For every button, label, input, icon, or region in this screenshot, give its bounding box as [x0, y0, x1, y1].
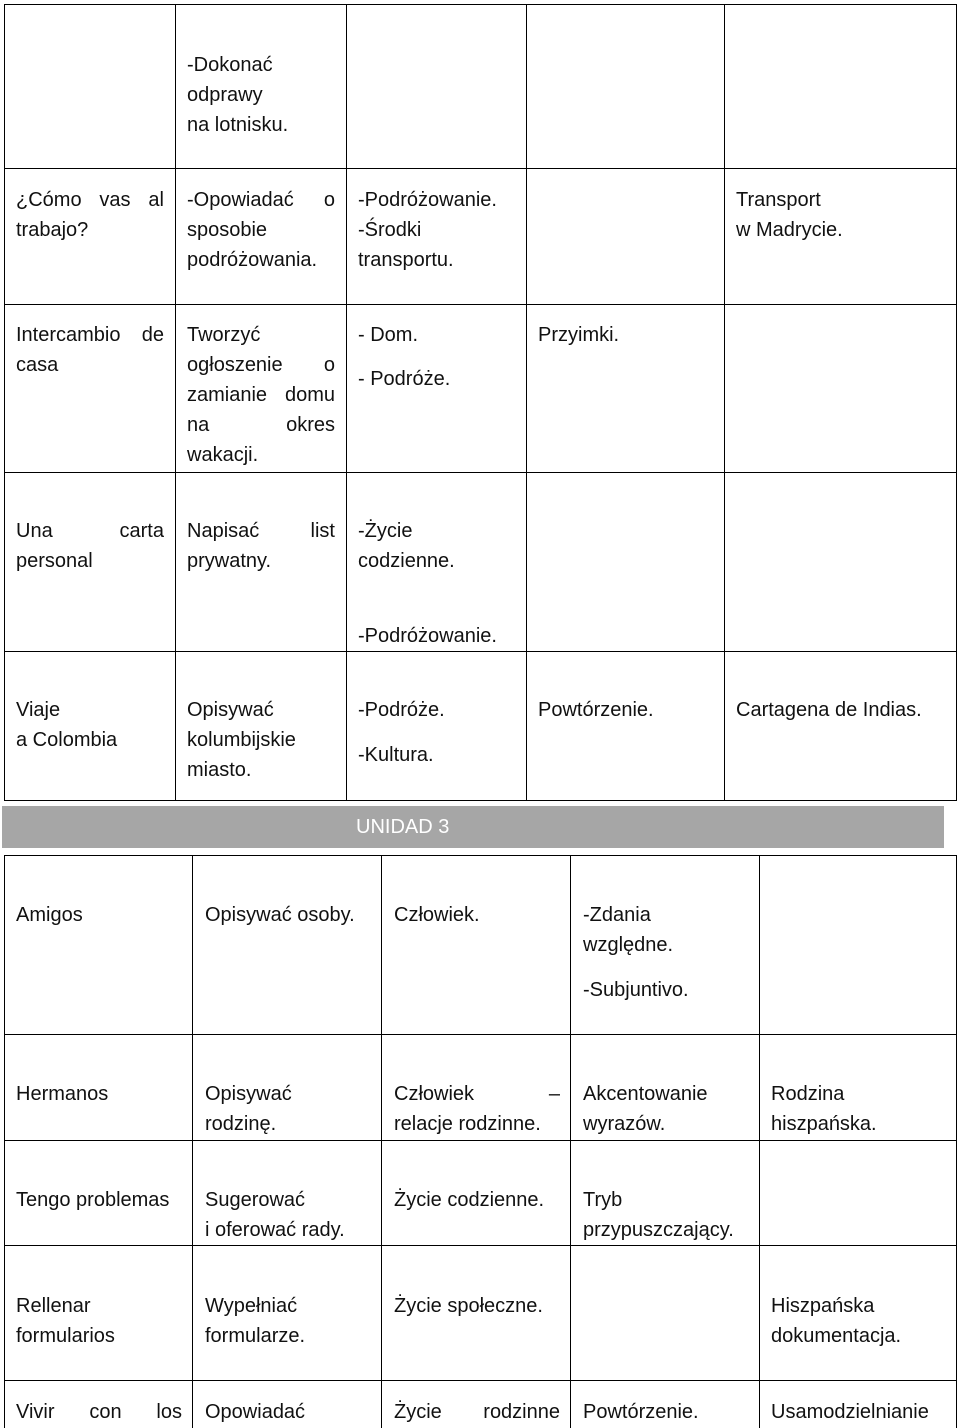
table-cell: [394, 1079, 560, 1139]
cell-line: -Kultura.: [358, 744, 434, 766]
table-cell: [16, 900, 186, 930]
cell-line-wrap: [394, 1079, 560, 1109]
table-cell: [16, 185, 164, 245]
cell-text: Przyimki.: [538, 324, 620, 346]
cell-line: w Madrycie.: [736, 219, 843, 241]
unit-banner-title: UNIDAD 3: [356, 816, 450, 838]
table-cell: [187, 50, 337, 140]
table-border: [4, 1034, 957, 1035]
table-border: [956, 855, 957, 1428]
cell-line: formularze.: [205, 1325, 306, 1347]
table-cell: [16, 516, 164, 576]
cell-text: Życie codzienne.: [394, 1189, 545, 1211]
cell-line: Rellenar: [16, 1295, 91, 1317]
unit-banner: [2, 806, 944, 848]
table-border: [759, 855, 760, 1428]
cell-line: Człowiek –: [394, 1083, 560, 1105]
cell-line: Opisywać: [187, 699, 274, 721]
cell-line: formularios: [16, 1325, 115, 1347]
table-cell: [205, 1185, 377, 1245]
cell-line: przypuszczający.: [583, 1219, 734, 1241]
cell-text: Opowiadać: [205, 1401, 306, 1423]
table-cell: [358, 185, 518, 275]
table-cell: [583, 1185, 755, 1245]
cell-line: rodzinę.: [205, 1113, 277, 1135]
table-cell: [736, 695, 951, 725]
cell-text: -Opowiadać o sposobie podróżowania.: [187, 189, 335, 271]
table-cell: [16, 1185, 188, 1215]
table-border: [192, 855, 193, 1428]
table-cell: [16, 1397, 182, 1427]
cell-line: Viaje: [16, 699, 61, 721]
table-cell: [187, 185, 335, 275]
table-border: [4, 1380, 957, 1381]
table-cell: [583, 900, 755, 1005]
table-cell: [538, 320, 718, 350]
cell-line: miasto.: [187, 759, 252, 781]
table-cell: [16, 1079, 186, 1109]
cell-line: Życie rodzinne: [394, 1401, 560, 1423]
cell-line: wyrazów.: [583, 1113, 666, 1135]
cell-line: dokumentacja.: [771, 1325, 902, 1347]
table-border: [4, 855, 5, 1428]
table-cell: [736, 185, 946, 245]
cell-line: -Podróże.: [358, 699, 445, 721]
cell-text: Hermanos: [16, 1083, 109, 1105]
table-border: [381, 855, 382, 1428]
table-cell: [394, 900, 566, 930]
cell-line: Tryb: [583, 1189, 623, 1211]
cell-line: hiszpańska.: [771, 1113, 877, 1135]
cell-text: Tengo problemas: [16, 1189, 170, 1211]
table-cell: [187, 516, 335, 576]
cell-line: codzienne.: [358, 550, 455, 572]
cell-line: -Podróżowanie.: [358, 189, 497, 211]
table-cell: [16, 1291, 186, 1351]
table-cell: [16, 320, 164, 380]
cell-line: -Zdania: [583, 904, 651, 926]
cell-line: Opisywać: [205, 1083, 292, 1105]
table-cell: [394, 1397, 560, 1427]
table-border: [4, 855, 957, 856]
cell-line: odprawy: [187, 84, 263, 106]
cell-line: na lotnisku.: [187, 114, 289, 136]
cell-text: Powtórzenie.: [583, 1401, 699, 1423]
table-cell: [187, 695, 337, 785]
cell-line: Sugerować: [205, 1189, 306, 1211]
cell-line: Hiszpańska: [771, 1295, 875, 1317]
cell-line: kolumbijskie: [187, 729, 296, 751]
table-cell: [771, 1291, 951, 1351]
table-cell: [394, 1185, 566, 1215]
cell-text: Opisywać osoby.: [205, 904, 355, 926]
cell-text: Cartagena de Indias.: [736, 699, 922, 721]
cell-line: a Colombia: [16, 729, 118, 751]
cell-line: i oferować rady.: [205, 1219, 345, 1241]
table-border: [175, 4, 176, 800]
cell-line: Rodzina: [771, 1083, 845, 1105]
cell-text: Usamodzielnianie: [771, 1401, 929, 1423]
cell-text: Intercambio de casa: [16, 324, 164, 376]
cell-line: Transport: [736, 189, 821, 211]
table-cell: [16, 695, 166, 755]
table-border: [346, 4, 347, 800]
cell-line: - Dom.: [358, 324, 418, 346]
cell-line: Vivir con los: [16, 1401, 182, 1423]
cell-text: ¿Cómo vas al trabajo?: [16, 189, 164, 241]
table-cell: [583, 1079, 755, 1139]
table-border: [956, 4, 957, 800]
cell-line: -Podróżowanie.: [358, 625, 497, 647]
table-cell: [205, 1079, 377, 1139]
cell-line: - Podróże.: [358, 368, 451, 390]
table-border: [4, 304, 957, 305]
table-border: [4, 800, 957, 801]
table-border: [4, 1140, 957, 1141]
table-cell: [358, 320, 518, 394]
table-border: [4, 4, 957, 5]
cell-text: Napisać list prywatny.: [187, 520, 335, 572]
table-border: [4, 4, 5, 800]
table-border: [724, 4, 725, 800]
table-cell: [538, 695, 718, 725]
cell-line: -Subjuntivo.: [583, 979, 689, 1001]
cell-line: -Dokonać: [187, 54, 273, 76]
table-cell: [205, 1397, 377, 1427]
cell-text: Życie społeczne.: [394, 1295, 543, 1317]
cell-text: Człowiek.: [394, 904, 480, 926]
cell-line: względne.: [583, 934, 674, 956]
table-border: [4, 651, 957, 652]
table-cell: [358, 516, 523, 651]
table-border: [4, 1245, 957, 1246]
cell-line: Akcentowanie: [583, 1083, 708, 1105]
cell-line: -Środki transportu.: [358, 219, 454, 271]
table-cell: [771, 1397, 951, 1427]
table-cell: [205, 900, 377, 930]
table-border: [526, 4, 527, 800]
cell-line: relacje rodzinne.: [394, 1113, 541, 1135]
table-cell: [205, 1291, 377, 1351]
cell-text: Powtórzenie.: [538, 699, 654, 721]
cell-line: -Życie: [358, 520, 413, 542]
cell-text: Una carta personal: [16, 520, 164, 572]
table-cell: [583, 1397, 755, 1427]
table-cell: [771, 1079, 951, 1139]
table-cell: [358, 695, 518, 770]
table-cell: [187, 320, 335, 470]
table-border: [4, 168, 957, 169]
table-border: [570, 855, 571, 1428]
table-border: [4, 472, 957, 473]
table-cell: [394, 1291, 566, 1321]
cell-text: Amigos: [16, 904, 83, 926]
cell-text: Tworzyć ogłoszenie o zamianie domu na okres wakacji.: [187, 324, 335, 466]
cell-line: Wypełniać: [205, 1295, 298, 1317]
